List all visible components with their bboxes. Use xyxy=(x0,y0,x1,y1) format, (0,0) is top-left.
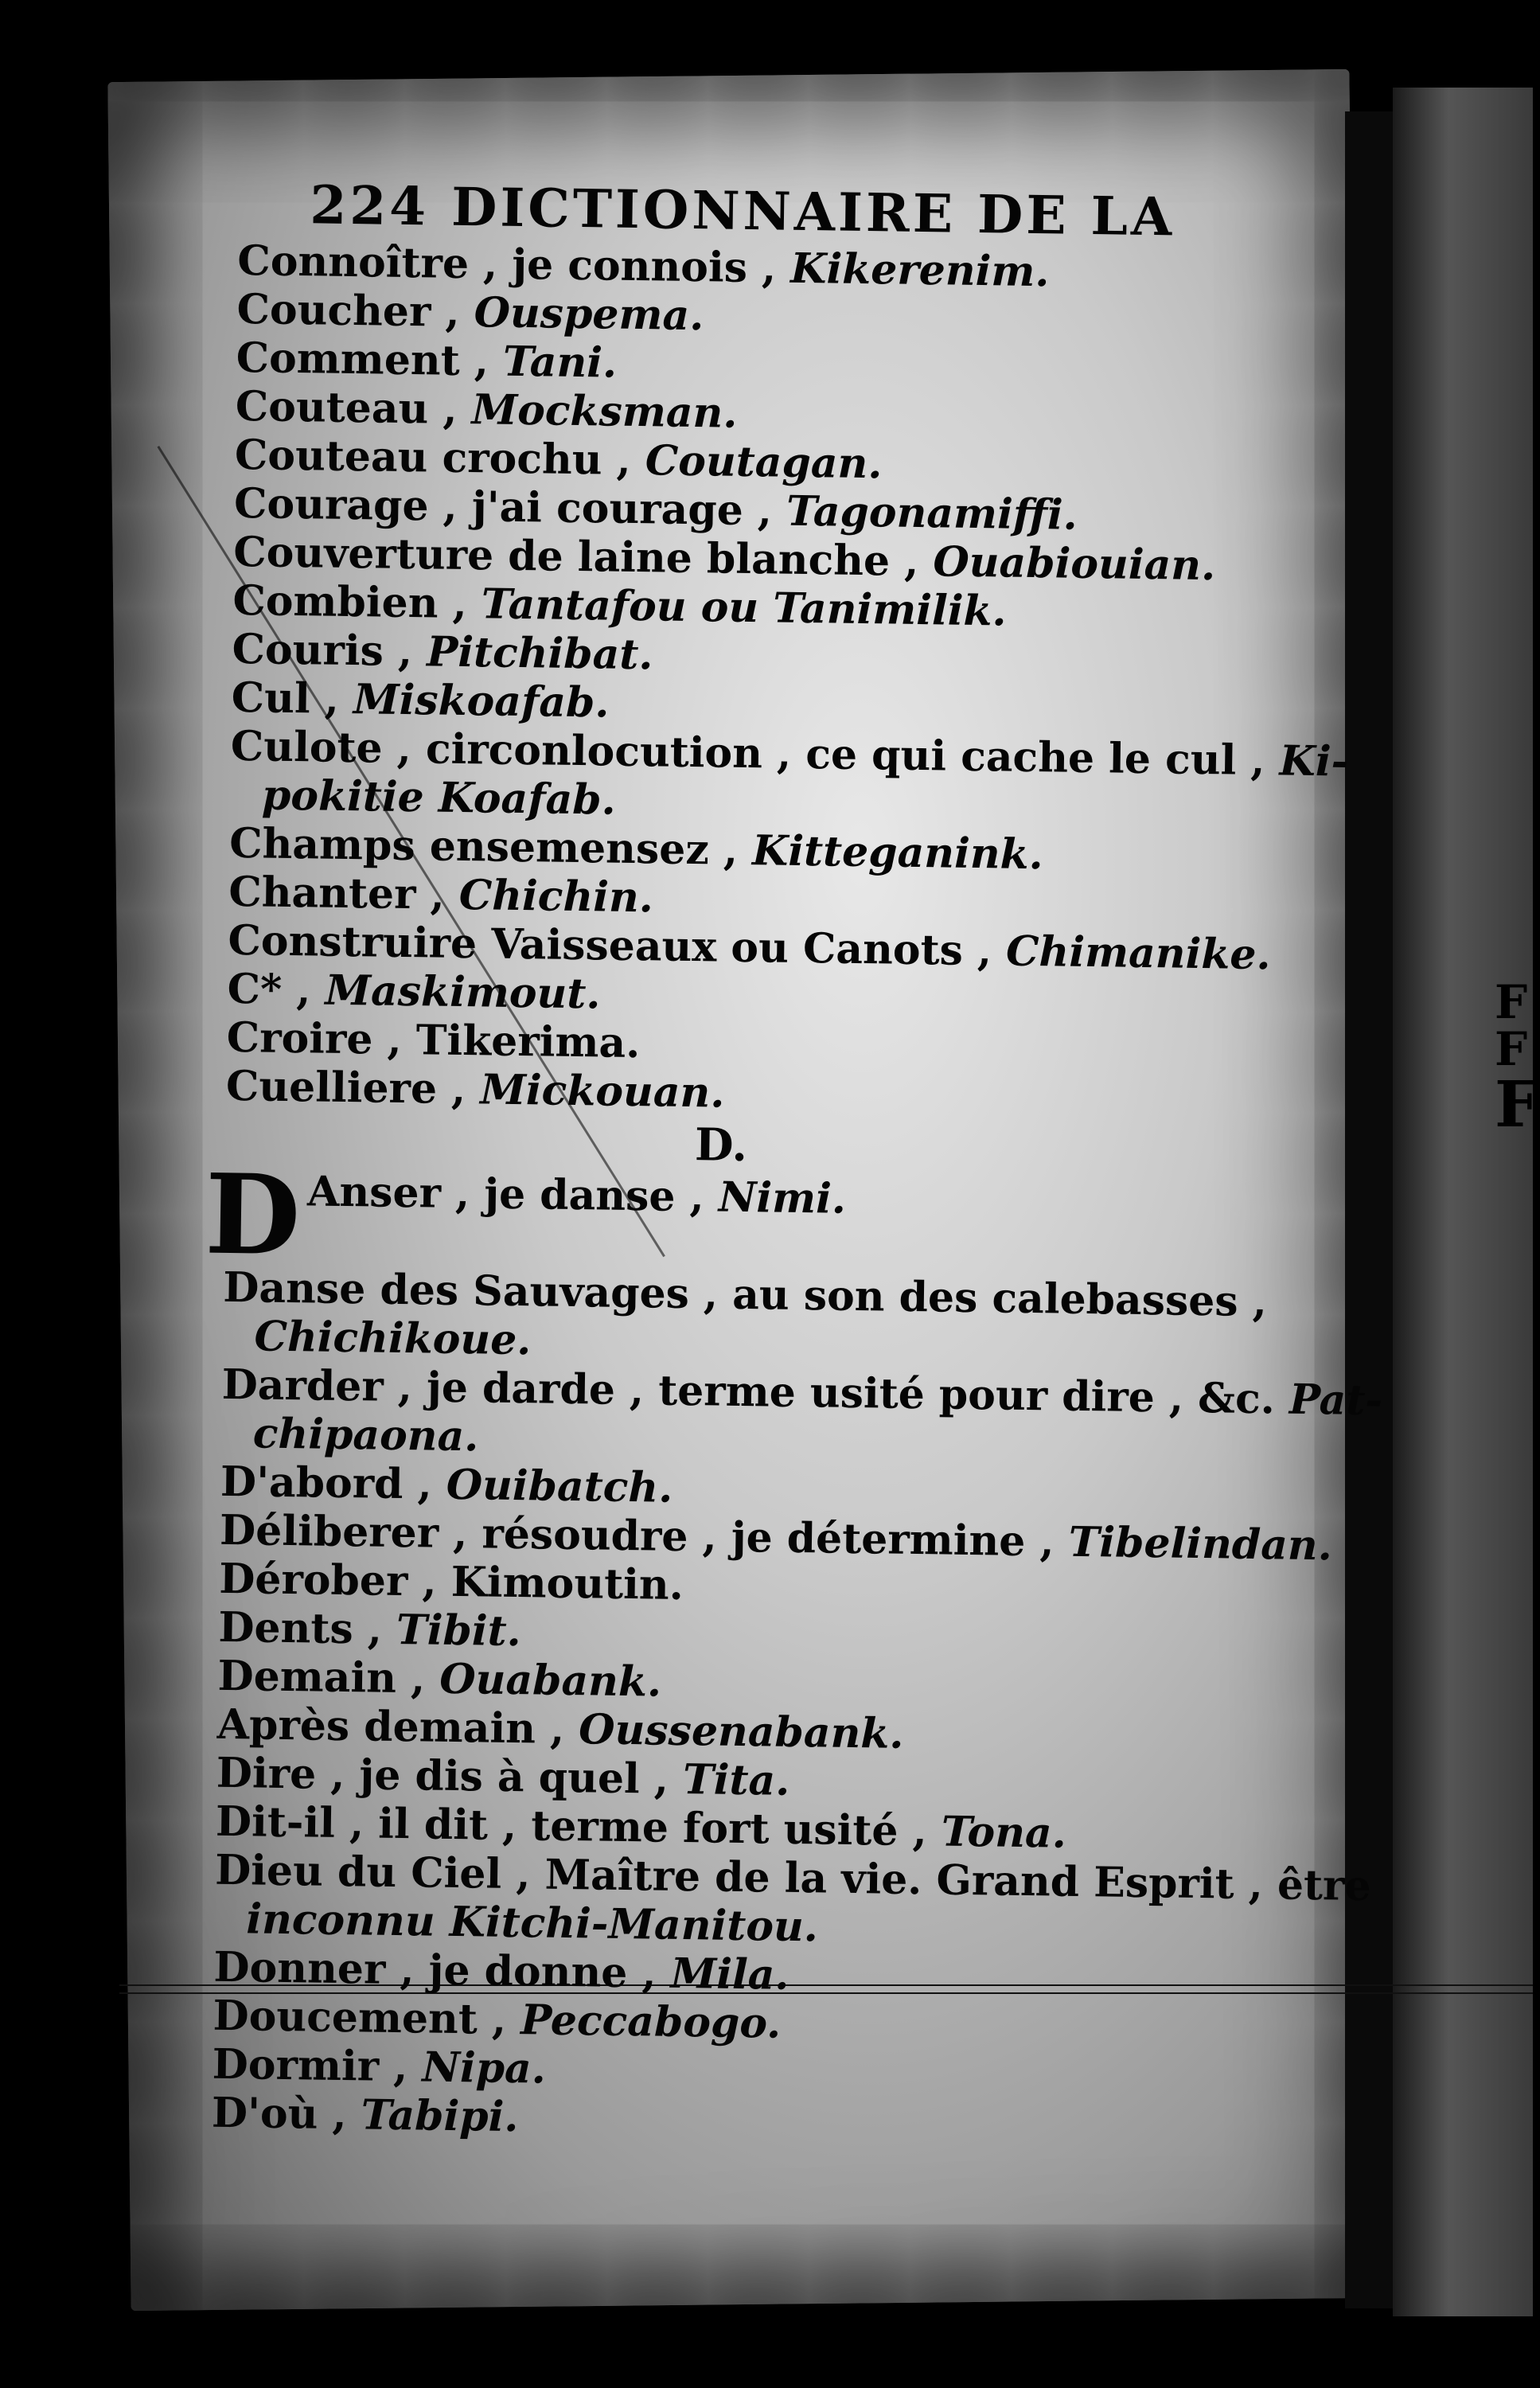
drop-cap-row xyxy=(204,1149,1292,1281)
entry-headword: Couverture de laine blanche , xyxy=(232,527,934,587)
facing-letter: F xyxy=(1495,1067,1540,1141)
entry-headword: Dents , xyxy=(218,1602,397,1654)
entry-headword: Danse des Sauvages , au son des calebasses , xyxy=(222,1262,1268,1327)
entry-headword: Chanter , xyxy=(228,867,460,919)
entry-headword: Anser , je danse , xyxy=(306,1167,719,1222)
entry-headword: Champs ensemensez , xyxy=(228,818,753,876)
facing-letter: F xyxy=(1495,975,1528,1029)
entry-translation: Peccabogo. xyxy=(520,1996,782,2048)
entry-headword: Demain , xyxy=(217,1651,440,1703)
entry-translation: Nipa. xyxy=(421,2043,547,2093)
entry-translation: Kitteganink. xyxy=(751,826,1044,880)
entry-translation: Chichikoue. xyxy=(254,1312,532,1365)
facing-page-letters xyxy=(1495,975,1540,1141)
entry-headword: Après demain , xyxy=(216,1699,579,1754)
entries-section-c xyxy=(225,236,1349,1126)
entries-section-d xyxy=(211,1262,1383,2152)
entry-headword: D'abord , xyxy=(220,1457,447,1509)
entry-headword: Couris , xyxy=(232,624,427,677)
entry-headword: Construire Vaisseaux ou Canots , xyxy=(228,915,1007,976)
entry-headword: Coucher , xyxy=(236,284,475,338)
running-head-title: DICTIONNAIRE DE LA xyxy=(450,175,1175,248)
entry-translation: Ki- xyxy=(1279,736,1349,786)
entry-headword: Couteau crochu , xyxy=(234,430,646,486)
entry-translation: Pat- xyxy=(1289,1375,1383,1426)
entry-translation: Ouibatch. xyxy=(446,1460,673,1512)
entry-headword: Déliberer , résoudre , je détermine , xyxy=(219,1505,1070,1567)
entry-translation: Chimanike. xyxy=(1005,927,1272,980)
entry-translation: chipaona. xyxy=(252,1409,479,1461)
entry-headword: Culote , circonlocution , ce qui cache le cul , xyxy=(230,721,1281,786)
entry-translation: Mickouan. xyxy=(479,1065,725,1118)
entry-headword: Connoître , je connois , xyxy=(237,236,791,293)
entry-headword: D'où , xyxy=(211,2088,362,2140)
entry-headword: Dormir , xyxy=(212,2039,423,2092)
section-heading: D. xyxy=(694,1118,748,1173)
entry-translation: Ouabank. xyxy=(439,1654,662,1707)
entry-headword: Croire , Tikerima. xyxy=(226,1013,641,1068)
entry-translation: Nimi. xyxy=(718,1173,847,1223)
entry-headword: Dire , je dis à quel , xyxy=(216,1748,684,1804)
entry-translation: Mila. xyxy=(670,1949,789,2000)
facing-letter: F xyxy=(1495,1022,1528,1076)
entry-translation: Ouspema. xyxy=(474,288,704,341)
entry-translation: Tantafou ou Tanimilik. xyxy=(481,579,1008,636)
entry-translation: Tibit. xyxy=(396,1605,522,1656)
dictionary-text xyxy=(204,171,1383,2152)
entry-translation: Kikerenim. xyxy=(789,244,1050,297)
entry-translation: Tabipi. xyxy=(361,2090,519,2142)
entry-translation: Mocksman. xyxy=(471,385,738,438)
entry-headword: Cuelliere , xyxy=(225,1061,481,1114)
entry-translation: Tona. xyxy=(941,1807,1067,1858)
entry-translation: Chichin. xyxy=(458,870,654,923)
entry-headword: Dit-il , il dit , terme fort usité , xyxy=(215,1797,942,1856)
entry-translation: Oussenabank. xyxy=(578,1705,904,1758)
entry-translation: Ouabiouian. xyxy=(933,537,1216,591)
entry-headword: Courage , j'ai courage , xyxy=(233,478,787,536)
entry-headword: C* , xyxy=(227,964,326,1015)
entry-translation: Tibelindan. xyxy=(1068,1517,1333,1571)
entry-headword: Comment , xyxy=(236,333,504,386)
entry-translation: Miskoafab. xyxy=(353,675,610,728)
entry-headword: Dérober , Kimoutin. xyxy=(218,1554,684,1610)
facing-page xyxy=(1393,88,1540,2316)
entry-translation: inconnu Kitchi-Manitou. xyxy=(245,1894,819,1952)
entry-translation: Coutagan. xyxy=(645,436,883,489)
entry-headword: Doucement , xyxy=(212,1991,521,2045)
entry-headword: Dieu du Ciel , Maître de la vie. Grand Esprit , être xyxy=(214,1845,1371,1911)
drop-cap: D xyxy=(204,1149,302,1281)
entry-translation: pokitie Koafab. xyxy=(261,771,617,825)
entry-headword: Darder , je darde , terme usité pour dire , &c. xyxy=(221,1360,1290,1424)
entry-translation: Maskimout. xyxy=(325,966,601,1019)
entry-translation: Tita. xyxy=(682,1754,790,1805)
page-number: 224 xyxy=(309,174,430,238)
entry-headword: Donner , je donne , xyxy=(213,1942,672,1998)
entry-translation: Tagonamiffi. xyxy=(786,486,1078,540)
entry-translation: Tani. xyxy=(502,337,618,388)
entry-translation: Pitchibat. xyxy=(426,627,653,680)
entry-headword: Cul , xyxy=(231,673,354,724)
gutter-shadow xyxy=(1345,111,1393,2308)
entry-headword: Combien , xyxy=(232,576,482,629)
entry-headword: Couteau , xyxy=(235,381,473,435)
